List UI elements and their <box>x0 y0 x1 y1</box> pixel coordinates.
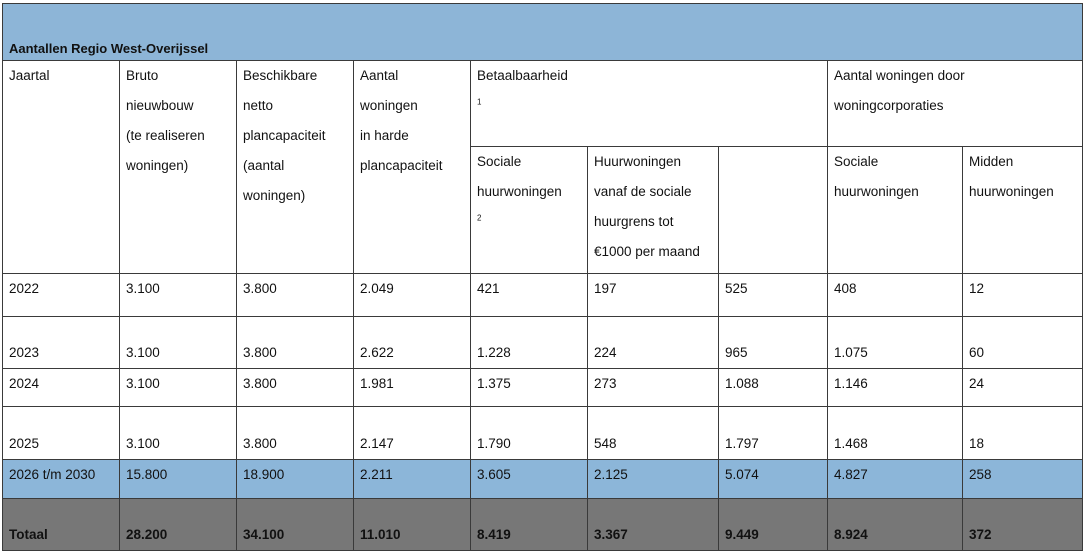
table-cell: 1.790 <box>471 407 588 460</box>
table-cell: 11.010 <box>354 499 471 551</box>
title-row <box>3 4 1083 61</box>
table-cell: 1.228 <box>471 317 588 369</box>
table-cell: 224 <box>588 317 719 369</box>
table-cell: 3.800 <box>237 274 354 317</box>
table-cell: 12 <box>963 274 1083 317</box>
table-cell: 525 <box>719 274 828 317</box>
table-cell: 548 <box>588 407 719 460</box>
table-cell: 18.900 <box>237 460 354 499</box>
table-cell: 9.449 <box>719 499 828 551</box>
table-cell: 2.147 <box>354 407 471 460</box>
table-cell: 8.924 <box>828 499 963 551</box>
table-cell: 2.211 <box>354 460 471 499</box>
header-sociale-corporaties: Sociale huurwoningen <box>828 147 963 274</box>
header-woningcorporaties: Aantal woningen door woningcorporaties <box>828 61 1083 147</box>
table-cell: 1.797 <box>719 407 828 460</box>
table-cell: 1.075 <box>828 317 963 369</box>
table-cell: 2025 <box>3 407 120 460</box>
table-cell: 1.981 <box>354 369 471 407</box>
header-midden-huurwoningen: Midden huurwoningen <box>963 147 1083 274</box>
header-sociale-huurwoningen: Sociale huurwoningen $^2$ <box>471 147 588 274</box>
table-cell: 965 <box>719 317 828 369</box>
table-cell: 3.367 <box>588 499 719 551</box>
table-cell: 372 <box>963 499 1083 551</box>
total-row <box>3 499 1083 551</box>
table-cell: 1.146 <box>828 369 963 407</box>
table-cell: 8.419 <box>471 499 588 551</box>
table-cell: 24 <box>963 369 1083 407</box>
table-cell: 60 <box>963 317 1083 369</box>
table-row <box>3 369 1083 407</box>
table-cell: 2.622 <box>354 317 471 369</box>
header-beschikbare-plancapaciteit: Beschikbare netto plancapaciteit (aantal woningen) <box>237 61 354 274</box>
table-cell: 3.800 <box>237 317 354 369</box>
table-cell: 5.074 <box>719 460 828 499</box>
header-bruto-nieuwbouw: Bruto nieuwbouw (te realiseren woningen) <box>120 61 237 274</box>
table-cell: 2022 <box>3 274 120 317</box>
table-cell: 3.800 <box>237 407 354 460</box>
table-cell: 1.088 <box>719 369 828 407</box>
header-betaalbaarheid: Betaalbaarheid $^1$ <box>471 61 828 147</box>
table-cell: 4.827 <box>828 460 963 499</box>
table-title: Aantallen Regio West-Overijssel <box>3 4 1083 61</box>
table-row <box>3 317 1083 369</box>
table-cell: 408 <box>828 274 963 317</box>
table-cell: 3.800 <box>237 369 354 407</box>
table-cell: 2023 <box>3 317 120 369</box>
table-cell: 2026 t/m 2030 <box>3 460 120 499</box>
header-empty <box>719 147 828 274</box>
table-cell: 28.200 <box>120 499 237 551</box>
header-harde-plancapaciteit: Aantal woningen in harde plancapaciteit <box>354 61 471 274</box>
table-cell: 15.800 <box>120 460 237 499</box>
table-cell: 1.375 <box>471 369 588 407</box>
table-cell: 3.100 <box>120 274 237 317</box>
table-cell: 2.049 <box>354 274 471 317</box>
table-cell: 273 <box>588 369 719 407</box>
table-cell: 3.100 <box>120 369 237 407</box>
table-cell: 3.100 <box>120 317 237 369</box>
table-row-2026-2030 <box>3 460 1083 499</box>
header-huurwoningen-1000: Huurwoningen vanaf de sociale huurgrens tot €1000 per maand <box>588 147 719 274</box>
table-row <box>3 407 1083 460</box>
table-cell: 258 <box>963 460 1083 499</box>
header-jaartal: Jaartal <box>3 61 120 274</box>
table-cell: 3.605 <box>471 460 588 499</box>
table-row <box>3 274 1083 317</box>
table-cell: 34.100 <box>237 499 354 551</box>
table-cell: 2024 <box>3 369 120 407</box>
table-cell: 421 <box>471 274 588 317</box>
table-cell: Totaal <box>3 499 120 551</box>
table-cell: 2.125 <box>588 460 719 499</box>
header-row-1 <box>3 61 1083 147</box>
table-cell: 18 <box>963 407 1083 460</box>
table-cell: 1.468 <box>828 407 963 460</box>
table-cell: 197 <box>588 274 719 317</box>
housing-table <box>2 3 1083 551</box>
table-cell: 3.100 <box>120 407 237 460</box>
